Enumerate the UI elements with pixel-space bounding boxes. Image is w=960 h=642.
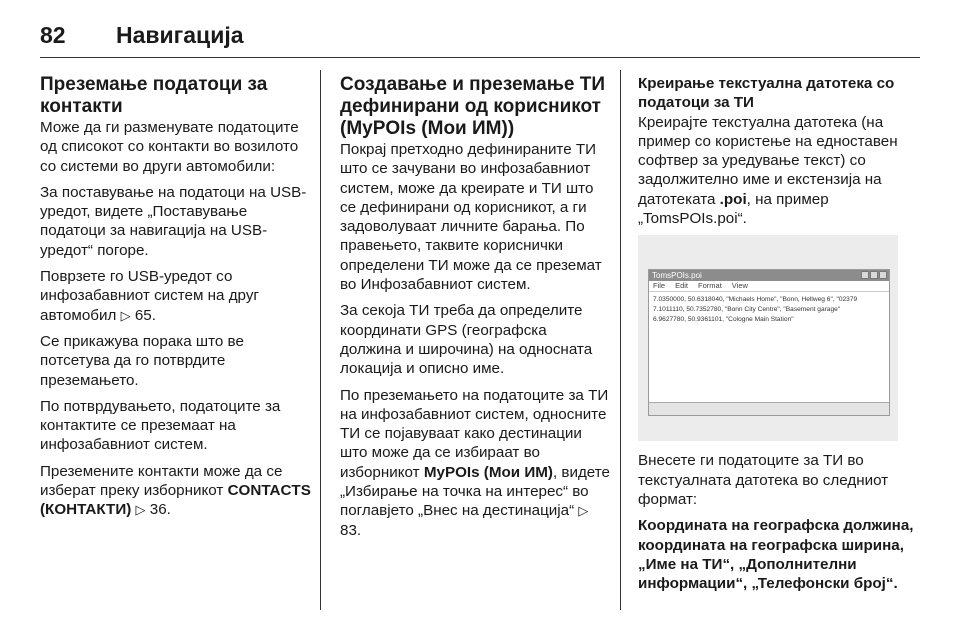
page-ref-icon: ▷ <box>578 503 589 519</box>
notepad-titlebar <box>649 270 889 281</box>
paragraph: Покрај претходно дефинираните ТИ што се зачувани во инфозабавниот систем, може да креирате и ТИ што се дефинирани од корисникот, а ги задоволуваат личните барања. По правењето, таквите кориснички определени ТИ може да се преземат во Инфозабавниот систем. <box>340 141 602 294</box>
page-ref: 83. <box>340 521 362 539</box>
paragraph <box>638 516 922 593</box>
page-ref: 65. <box>134 306 156 324</box>
maximize-icon <box>870 271 878 279</box>
paragraph: Внесете ги податоците за ТИ во текстуалната датотека во следниот формат: <box>638 452 889 508</box>
paragraph: За поставување на податоци на USB-уредот, видете „Поставување податоци за навигација на USB-уредот“ погоре. <box>40 183 307 259</box>
paragraph: Преземените контакти може да се изберат преку изборникот CONTACTS (КОНТАКТИ) ▷ 36. <box>40 462 311 519</box>
menu-name: CONTACTS (КОНТАКТИ) <box>40 482 311 519</box>
section-heading-textfile: Креирање текстуална датотека со податоци за ТИ <box>638 75 895 112</box>
column-divider-2 <box>620 70 621 610</box>
close-icon <box>879 271 887 279</box>
menu-view: View <box>731 281 748 291</box>
column-divider-1 <box>320 70 321 610</box>
section-heading-mypois: Создавање и преземање ТИ дефинирани од корисникот (MyPOIs (Мои ИМ)) <box>340 74 606 139</box>
page-ref-icon: ▷ <box>135 502 146 518</box>
page-number: 82 <box>40 22 66 48</box>
paragraph: За секоја ТИ треба да определите координати GPS (географска должина и широчина) на односната локација и описно име. <box>340 302 593 378</box>
notepad-content <box>649 292 889 328</box>
header-divider <box>40 57 920 58</box>
menu-edit: Edit <box>675 281 689 291</box>
column-3 <box>638 74 922 600</box>
poi-line: 6.9627780, 50.9361101, "Cologne Main Station" <box>653 316 794 324</box>
paragraph: По преземањето на податоците за ТИ на инфозабавниот систем, односните ТИ се појавуваат како дестинации што може да се избираат во изборникот MyPOIs (Мои ИМ), видете „Избирање на точка на интерес“ во поглавјето „Внес на дестинација“ ▷ 83. <box>340 386 610 539</box>
menu-name: MyPOIs (Мои ИМ) <box>423 463 553 481</box>
paragraph: Може да ги разменувате податоците од списокот со контакти во возилото со системи во други автомобили: <box>40 119 299 175</box>
page-title: Навигација <box>116 22 244 48</box>
paragraph: Поврзете го USB-уредот со инфозабавниот систем на друг автомобил ▷ 65. <box>40 268 259 324</box>
paragraph: Креирајте текстуална датотека (на пример со користење на едноставен софтвер за уредување текст) со задолжително име и екстензија на датотеката .poi, на пример „TomsPOIs.poi“. <box>638 113 898 228</box>
poi-line: 7.1011110, 50.7352780, "Bonn City Centre", "Basement garage" <box>653 306 841 314</box>
notepad-title: TomsPOIs.poi <box>652 271 702 281</box>
file-extension: .poi <box>719 190 747 208</box>
minimize-icon <box>861 271 869 279</box>
paragraph: По потврдувањето, податоците за контактите се преземаат на инфозабавниот систем. <box>40 397 281 454</box>
paragraph: Се прикажува порака што ве потсетува да го потврдите преземањето. <box>40 332 244 389</box>
notepad-screenshot <box>638 235 898 441</box>
section-heading-contacts: Преземање податоци за контакти <box>40 74 268 117</box>
poi-line: 7.0350000, 50.6318040, "Michaels Home", "Bonn, Hellweg 6", "02379 <box>653 296 858 304</box>
page-ref: 36. <box>149 501 171 519</box>
notepad-statusbar <box>649 402 889 415</box>
page-ref-icon: ▷ <box>120 307 131 323</box>
notepad-window <box>648 269 890 416</box>
menu-file: File <box>653 281 666 291</box>
column-2 <box>340 74 610 547</box>
column-1 <box>40 74 312 527</box>
menu-format: Format <box>698 281 722 291</box>
notepad-menubar <box>649 281 889 292</box>
format-spec: Координата на географска должина, координата на географска ширина, „Име на ТИ“, „Дополнителни информации“, „Телефонски број“. <box>638 517 914 593</box>
page-header <box>40 12 930 56</box>
